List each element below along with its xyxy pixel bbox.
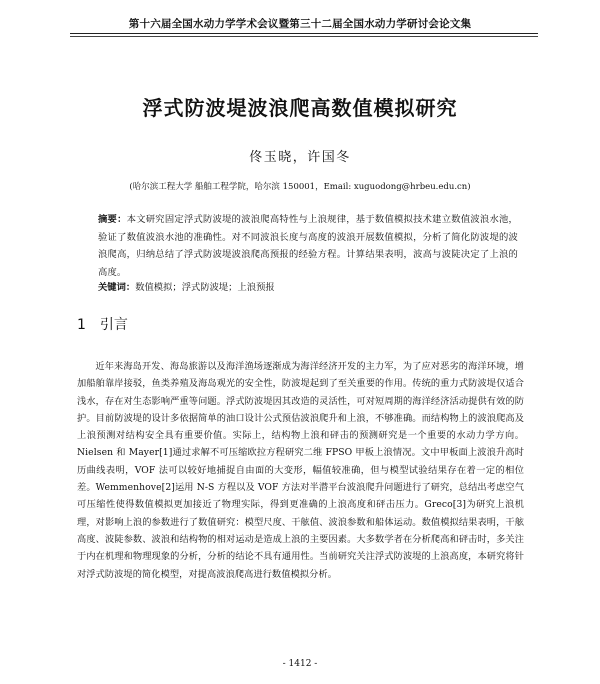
- introduction-body: 近年来海岛开发、海岛旅游以及海洋渔场逐渐成为海洋经济开发的主力军，为了应对恶劣的海洋环境，增加船舶靠岸接驳，鱼类养殖及海岛观光的安全性，防波堤起到了至关重要的作用。传统的重力式防波堤仅适合浅水，存在对生态影响严重等问题。浮式防波堤因其改造的灵活性，可对短周期的海洋经济活动提供有效的防护。目前防波堤的设计多依据简单的油口设计公式预估波浪爬升和上浪，不够准确。而结构物上的波浪爬高及上浪预测对结构安全具有重要价值。实际上，结构物上浪和砰击的预测研究是一个重要的水动力学方向。Nielsen 和 Mayer[1]通过求解不可压缩欧拉方程研究二维 FPSO 甲板上浪情况。文中甲板面上波浪升高时历曲线表明，VOF 法可以较好地捕捉自由面的大变形，幅值较准确，但与模型试验结果存在着一定的相位差。Wemmenhove[2]运用 N-S 方程以及 VOF 方法对半潜平台波浪爬升问题进行了研究，总结出考虑空气可压缩性使得数值模拟更加接近了物理实际，得到更准确的上浪高度和砰击压力。Greco[3]为研究上浪机理，对影响上浪的参数进行了数值研究：模型尺度、干舷值、波浪参数和船体运动。数值模拟结果表明，干舷高度、波陡参数、波浪和结构物的相对运动是造成上浪的主要因素。大多数学者在分析爬高和砰击时，多关注于内在机理和物理现象的分析，分析的结论不具有通用性。当前研究关注浮式防波堤的上浪高度，本研究将针对浮式防波堤的简化模型，对提高波浪爬高进行数值模拟分析。: [77, 361, 524, 580]
- running-header: 第十六届全国水动力学学术会议暨第三十二届全国水动力学研讨会论文集: [128, 18, 472, 30]
- section-heading: [77, 314, 128, 334]
- keywords: [98, 281, 518, 295]
- page-number: - 1412 -: [282, 659, 318, 669]
- keywords-label: 关键词：: [98, 282, 136, 293]
- header-rule: [70, 33, 538, 34]
- paper-authors: 佟玉晓，许国冬: [249, 150, 351, 165]
- abstract-label: 摘要：: [98, 214, 127, 225]
- section-number: 1: [77, 317, 86, 333]
- abstract-text: 本文研究固定浮式防波堤的波浪爬高特性与上浪规律，基于数值模拟技术建立数值波浪水池，验证了数值波浪水池的准确性。对不同波浪长度与高度的波浪开展数值模拟，分析了简化防波堤的波浪爬高，归纳总结了浮式防波堤波浪爬高预报的经验方程。计算结果表明，波高与波陡决定了上浪的高度。: [98, 214, 519, 278]
- keywords-text: 数值模拟；浮式防波堤；上浪预报: [135, 282, 275, 293]
- abstract: [98, 211, 518, 281]
- header-rule-secondary: [70, 36, 538, 37]
- section-title: 引言: [99, 317, 128, 333]
- paper-affiliation: (哈尔滨工程大学 船舶工程学院，哈尔滨 150001，Email: xuguodong@hrbeu.edu.cn): [129, 182, 471, 192]
- paper-title: 浮式防波堤波浪爬高数值模拟研究: [142, 96, 458, 120]
